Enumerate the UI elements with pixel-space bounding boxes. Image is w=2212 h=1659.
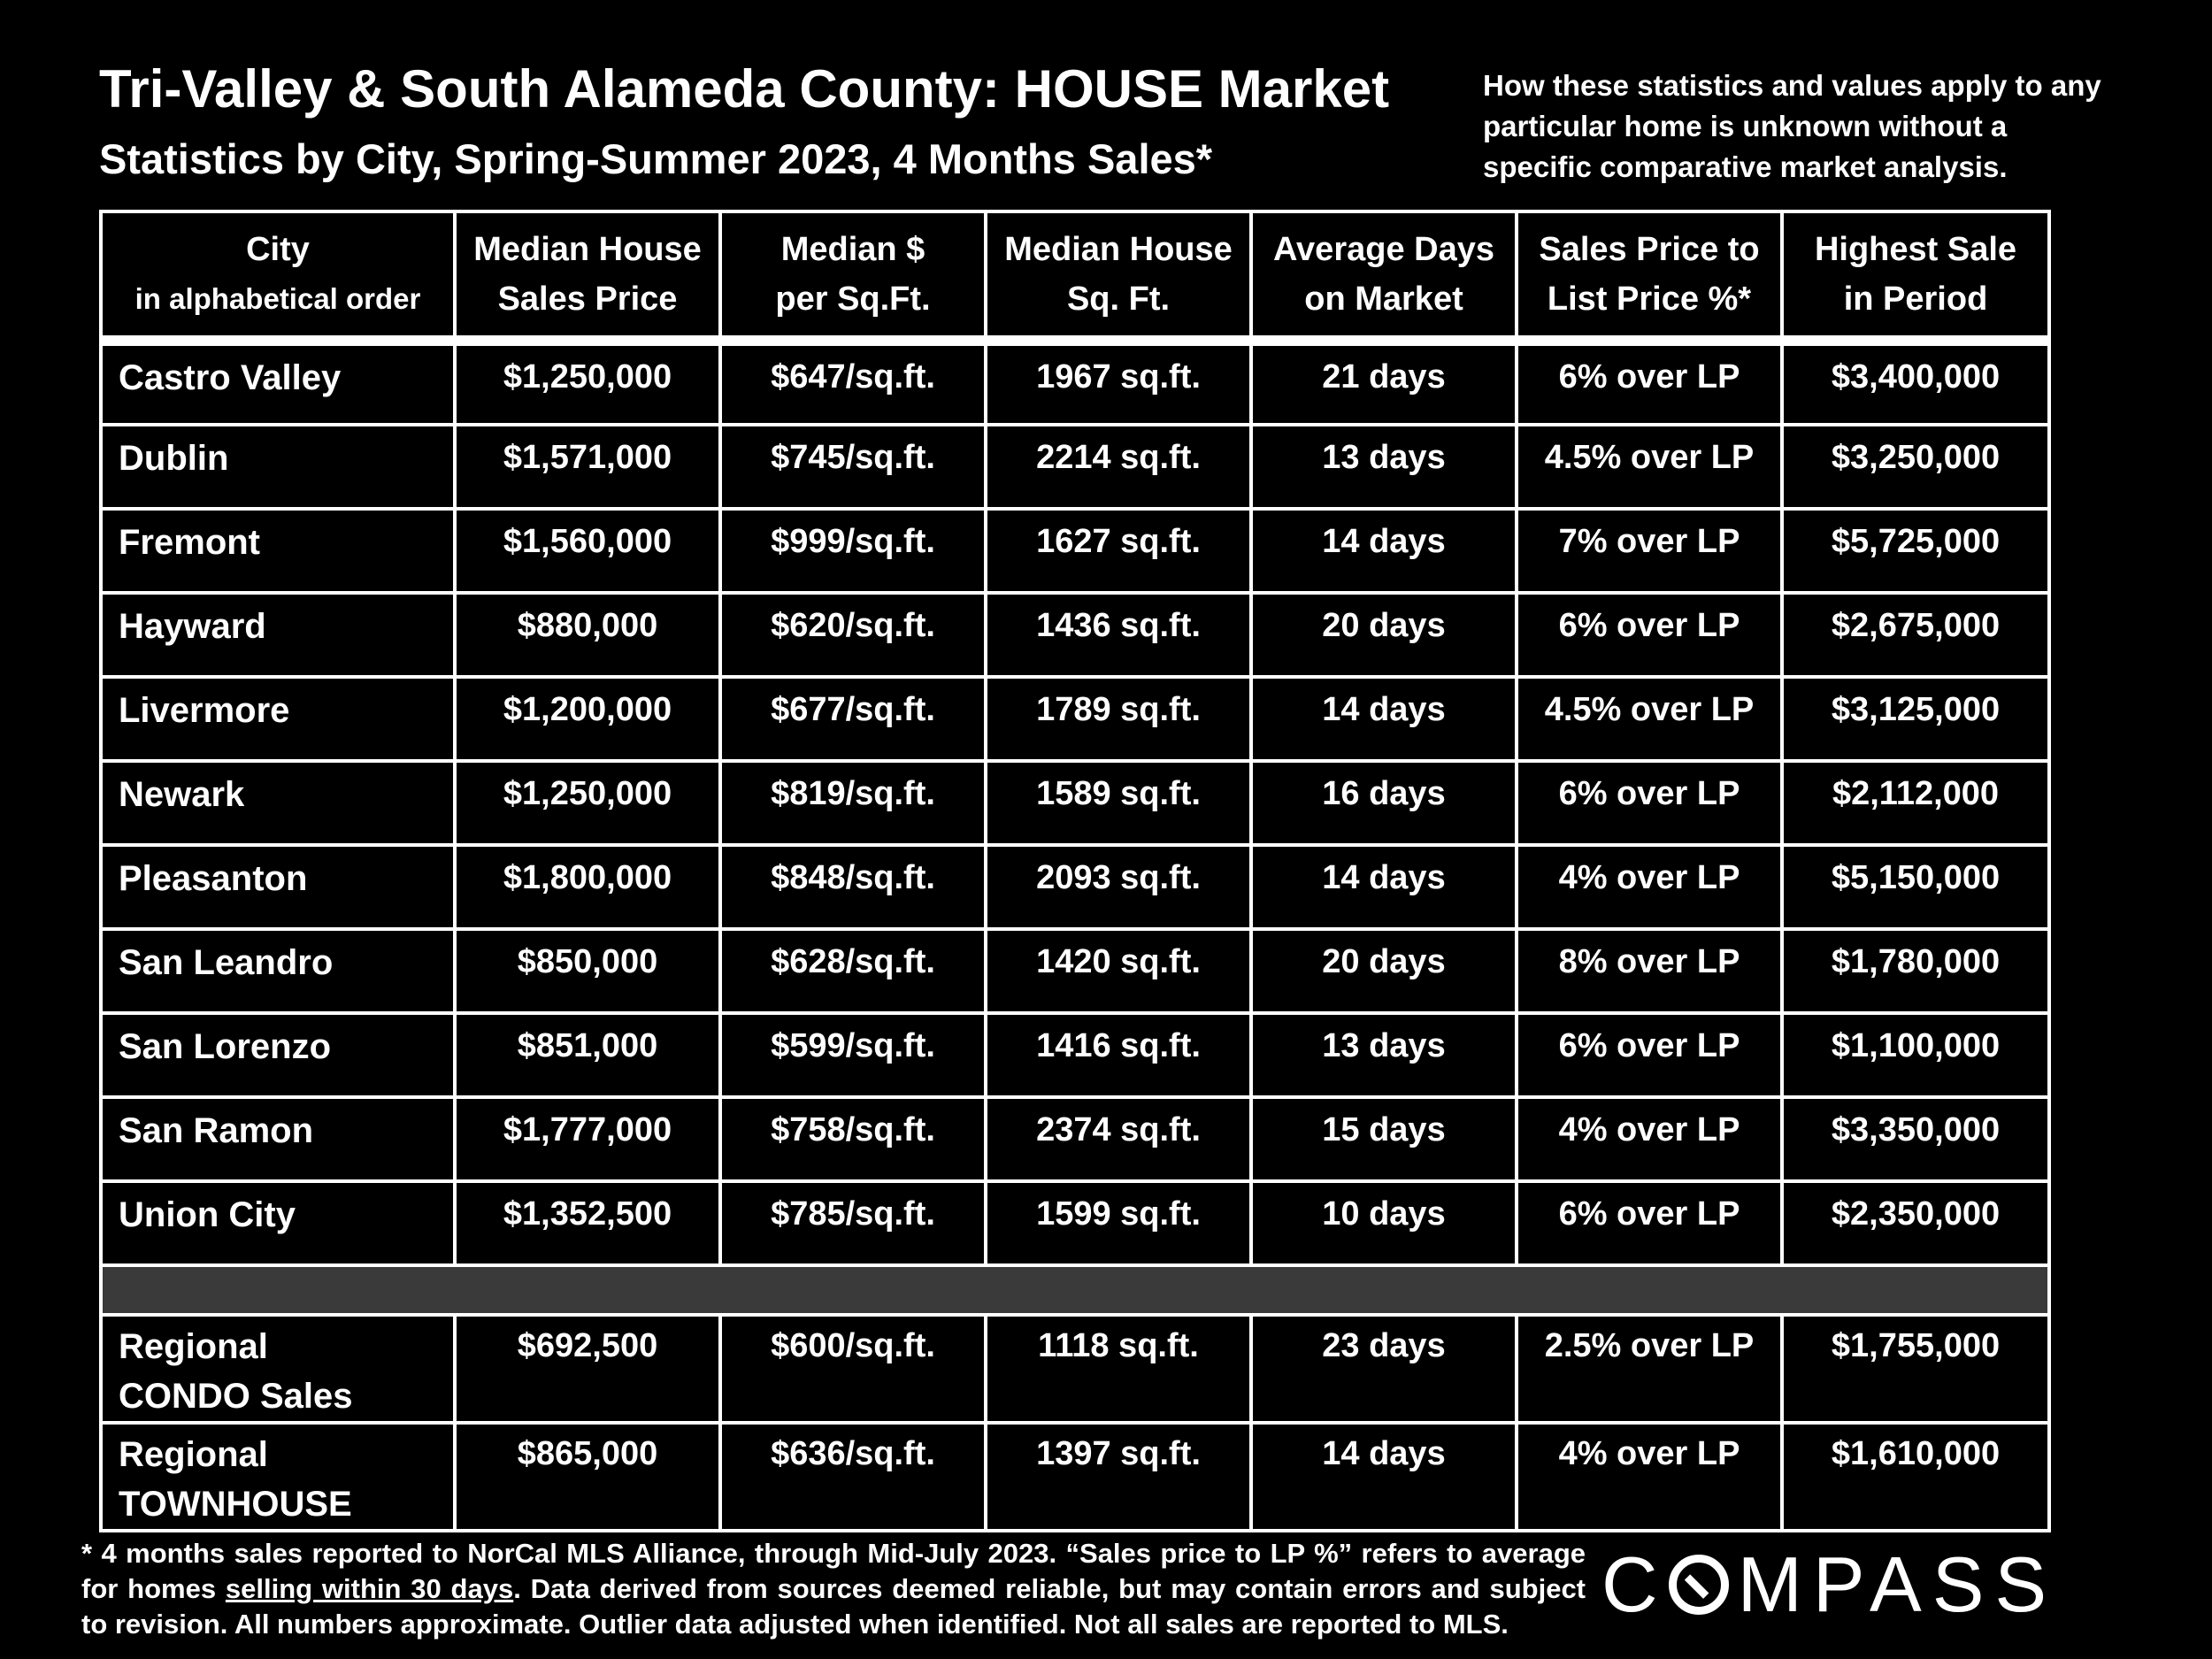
city-name-cell: Fremont [101,509,455,593]
median-sqft-cell: 1789 sq.ft. [986,677,1251,761]
city-name-cell: Hayward [101,593,455,677]
table-row [101,1013,2049,1097]
table-row [101,677,2049,761]
sp-to-lp-cell: 6% over LP [1517,1013,1782,1097]
sp-to-lp-cell: 4.5% over LP [1517,425,1782,509]
separator-row [101,1265,2049,1315]
days-on-market-cell: 20 days [1251,929,1517,1013]
highest-sale-cell: $1,610,000 [1782,1423,2049,1531]
price-per-sqft-cell: $819/sq.ft. [720,761,986,845]
compass-logo-o-icon [1669,1555,1729,1615]
city-name-cell: Dublin [101,425,455,509]
city-name-cell: Pleasanton [101,845,455,929]
highest-sale-cell: $5,725,000 [1782,509,2049,593]
price-per-sqft-cell: $636/sq.ft. [720,1423,986,1531]
days-on-market-cell: 14 days [1251,845,1517,929]
days-on-market-cell: 14 days [1251,677,1517,761]
regional-row [101,1423,2049,1531]
median-price-cell: $851,000 [455,1013,720,1097]
highest-sale-cell: $3,400,000 [1782,341,2049,425]
days-on-market-cell: 13 days [1251,1013,1517,1097]
median-sqft-cell: 1599 sq.ft. [986,1181,1251,1265]
highest-sale-cell: $3,250,000 [1782,425,2049,509]
median-sqft-cell: 1118 sq.ft. [986,1315,1251,1423]
column-header-days-on-market: Average Days on Market [1251,211,1517,341]
column-header-median-sqft: Median House Sq. Ft. [986,211,1251,341]
median-price-cell: $1,777,000 [455,1097,720,1181]
price-per-sqft-cell: $628/sq.ft. [720,929,986,1013]
median-price-cell: $865,000 [455,1423,720,1531]
median-price-cell: $1,200,000 [455,677,720,761]
column-header-sp-to-lp: Sales Price to List Price %* [1517,211,1782,341]
median-price-cell: $880,000 [455,593,720,677]
days-on-market-cell: 13 days [1251,425,1517,509]
city-name-cell: San Ramon [101,1097,455,1181]
median-sqft-cell: 1420 sq.ft. [986,929,1251,1013]
table-row [101,761,2049,845]
page-title: Tri-Valley & South Alameda County: HOUSE Market [99,59,1390,119]
column-header-highest-sale: Highest Sale in Period [1782,211,2049,341]
highest-sale-cell: $2,675,000 [1782,593,2049,677]
sp-to-lp-cell: 6% over LP [1517,1181,1782,1265]
city-name-cell: Union City [101,1181,455,1265]
highest-sale-cell: $2,350,000 [1782,1181,2049,1265]
sp-to-lp-cell: 6% over LP [1517,761,1782,845]
days-on-market-cell: 15 days [1251,1097,1517,1181]
median-sqft-cell: 2374 sq.ft. [986,1097,1251,1181]
highest-sale-cell: $1,755,000 [1782,1315,2049,1423]
median-sqft-cell: 1589 sq.ft. [986,761,1251,845]
median-price-cell: $850,000 [455,929,720,1013]
price-per-sqft-cell: $758/sq.ft. [720,1097,986,1181]
disclaimer-note: How these statistics and values apply to any particular home is unknown without a specific comparative market analysis. [1483,69,2101,183]
sp-to-lp-cell: 2.5% over LP [1517,1315,1782,1423]
table-row [101,593,2049,677]
compass-logo: C MPASS [1601,1540,2058,1628]
highest-sale-cell: $3,125,000 [1782,677,2049,761]
price-per-sqft-cell: $647/sq.ft. [720,341,986,425]
city-name-cell: San Leandro [101,929,455,1013]
median-price-cell: $1,800,000 [455,845,720,929]
price-per-sqft-cell: $785/sq.ft. [720,1181,986,1265]
footnote: * 4 months sales reported to NorCal MLS Alliance, through Mid-July 2023. “Sales price to LP %” refers to average for homes selling within 30 days. Data derived from sources deemed reliable, but may contain errors and subject to revision. All numbers approximate. Outlier data adjusted when identified. Not all sales are reported to MLS. [81,1538,1586,1640]
regional-row [101,1315,2049,1423]
median-price-cell: $1,352,500 [455,1181,720,1265]
sp-to-lp-cell: 4.5% over LP [1517,677,1782,761]
median-sqft-cell: 1967 sq.ft. [986,341,1251,425]
days-on-market-cell: 14 days [1251,1423,1517,1531]
price-per-sqft-cell: $999/sq.ft. [720,509,986,593]
highest-sale-cell: $5,150,000 [1782,845,2049,929]
price-per-sqft-cell: $745/sq.ft. [720,425,986,509]
city-name-cell: Newark [101,761,455,845]
table-row [101,845,2049,929]
median-price-cell: $692,500 [455,1315,720,1423]
footnote-underlined-text: selling within 30 days [225,1573,514,1604]
sp-to-lp-cell: 4% over LP [1517,845,1782,929]
median-sqft-cell: 1397 sq.ft. [986,1423,1251,1531]
highest-sale-cell: $3,350,000 [1782,1097,2049,1181]
regional-name-cell: Regional CONDO Sales [101,1315,455,1423]
column-header-median-price: Median House Sales Price [455,211,720,341]
highest-sale-cell: $2,112,000 [1782,761,2049,845]
sp-to-lp-cell: 6% over LP [1517,593,1782,677]
days-on-market-cell: 21 days [1251,341,1517,425]
days-on-market-cell: 10 days [1251,1181,1517,1265]
median-sqft-cell: 2093 sq.ft. [986,845,1251,929]
sp-to-lp-cell: 6% over LP [1517,341,1782,425]
days-on-market-cell: 20 days [1251,593,1517,677]
median-sqft-cell: 1627 sq.ft. [986,509,1251,593]
table-row [101,929,2049,1013]
price-per-sqft-cell: $599/sq.ft. [720,1013,986,1097]
table-row [101,425,2049,509]
sp-to-lp-cell: 7% over LP [1517,509,1782,593]
table-row [101,1181,2049,1265]
table-row [101,341,2049,425]
price-per-sqft-cell: $848/sq.ft. [720,845,986,929]
price-per-sqft-cell: $620/sq.ft. [720,593,986,677]
sp-to-lp-cell: 4% over LP [1517,1097,1782,1181]
column-header-city: City in alphabetical order [101,211,455,341]
days-on-market-cell: 23 days [1251,1315,1517,1423]
median-sqft-cell: 1436 sq.ft. [986,593,1251,677]
price-per-sqft-cell: $600/sq.ft. [720,1315,986,1423]
market-stats-table [99,210,2051,1532]
column-header-price-per-sqft: Median $ per Sq.Ft. [720,211,986,341]
median-sqft-cell: 1416 sq.ft. [986,1013,1251,1097]
table-header-row [101,211,2049,341]
highest-sale-cell: $1,780,000 [1782,929,2049,1013]
median-price-cell: $1,571,000 [455,425,720,509]
days-on-market-cell: 14 days [1251,509,1517,593]
city-name-cell: Livermore [101,677,455,761]
regional-name-cell: Regional TOWNHOUSE [101,1423,455,1531]
median-price-cell: $1,560,000 [455,509,720,593]
sp-to-lp-cell: 4% over LP [1517,1423,1782,1531]
median-sqft-cell: 2214 sq.ft. [986,425,1251,509]
table-row [101,1097,2049,1181]
price-per-sqft-cell: $677/sq.ft. [720,677,986,761]
table-row [101,509,2049,593]
median-price-cell: $1,250,000 [455,341,720,425]
highest-sale-cell: $1,100,000 [1782,1013,2049,1097]
city-name-cell: Castro Valley [101,341,455,425]
median-price-cell: $1,250,000 [455,761,720,845]
city-name-cell: San Lorenzo [101,1013,455,1097]
days-on-market-cell: 16 days [1251,761,1517,845]
page-subtitle: Statistics by City, Spring-Summer 2023, 4 Months Sales* [99,135,1213,182]
sp-to-lp-cell: 8% over LP [1517,929,1782,1013]
